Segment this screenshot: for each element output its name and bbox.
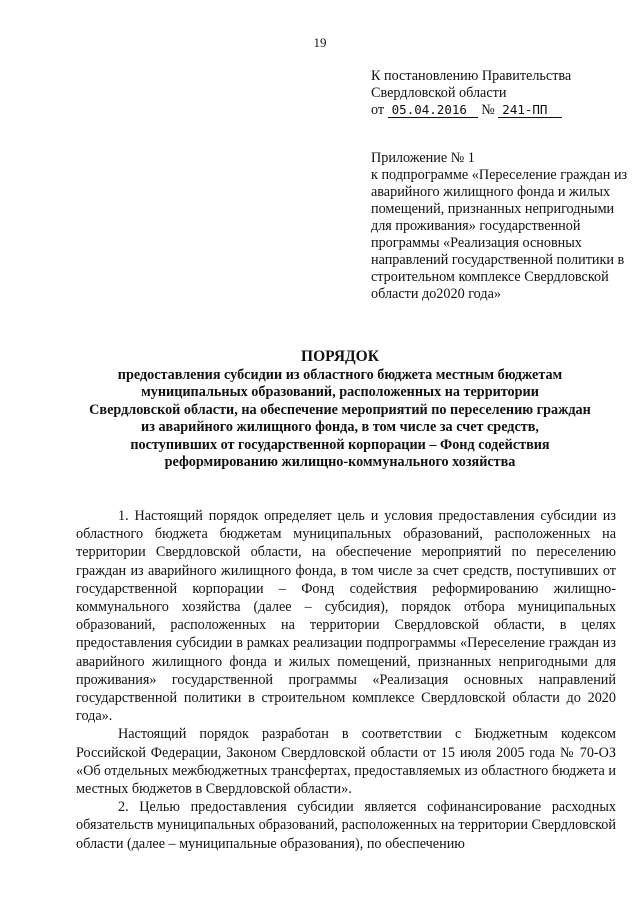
annex-text: к подпрограмме «Переселение граждан из аварийного жилищного фонда и жилых помещений, признанных непригодными для проживания» государственной программы «Реализация основных направлений государственной политики в строительном комплексе Свердловской области до2020 года» [371, 167, 628, 302]
approval-number-field: 241-ПП [498, 103, 562, 118]
approval-date-field: 05.04.2016 [388, 103, 478, 118]
subtitle-line: муниципальных образований, расположенных на территории [141, 384, 539, 401]
approval-line-2: Свердловской области [371, 85, 507, 101]
page-number: 19 [313, 35, 327, 50]
subtitle-line: из аварийного жилищного фонда, в том числе за счет средств, [141, 419, 539, 436]
document-heading: ПОРЯДОК [301, 348, 379, 365]
body-paragraph: 1. Настоящий порядок определяет цель и условия предоставления субсидии из областного бюджета бюджетам муниципальных образований, расположенных на территории Свердловской области, на обеспечение мероприятий по переселению граждан из аварийного жилищного фонда, в том числе за счет средств, поступивших от государственной корпорации – Фонд содействия реформированию жилищно-коммунального хозяйства (далее – субсидия), порядок отбора муниципальных образований, расположенных на территории Свердловской области, в целях предоставления субсидии в рамках реализации подпрограммы «Переселение граждан из аварийного жилищного фонда и жилых помещений, признанных непригодными для проживания» государственной программы «Реализация основных направлений государственной политики в строительном комплексе Свердловской области до 2020 года». [76, 508, 616, 725]
body-paragraph: 2. Целью предоставления субсидии является софинансирование расходных обязательств муниципальных образований, расположенных на территории Свердловской области (далее – муниципальные образования), по обеспечению [76, 799, 616, 852]
number-prefix: № [481, 102, 495, 118]
approval-date-line [371, 102, 626, 119]
document-body [76, 507, 616, 853]
approval-block [371, 68, 626, 119]
approval-line-1: К постановлению Правительства [371, 68, 572, 84]
subtitle-line: поступивших от государственной корпорации – Фонд содействия [130, 436, 550, 453]
annex-block [371, 150, 633, 303]
subtitle-line: предоставления субсидии из областного бюджета местным бюджетам [117, 367, 563, 383]
subtitle-line: реформированию жилищно-коммунального хозяйства [164, 454, 516, 471]
annex-title: Приложение № 1 [371, 150, 475, 166]
body-paragraph: Настоящий порядок разработан в соответствии с Бюджетным кодексом Российской Федерации, Законом Свердловской области от 15 июля 2005 года № 70-ОЗ «Об отдельных межбюджетных трансфертах, предоставляемых из областного бюджета и местных бюджетов в Свердловской области». [76, 726, 616, 798]
date-prefix: от [371, 102, 385, 118]
subtitle-line: Свердловской области, на обеспечение мероприятий по переселению граждан [89, 401, 591, 418]
document-subtitle [60, 367, 620, 471]
